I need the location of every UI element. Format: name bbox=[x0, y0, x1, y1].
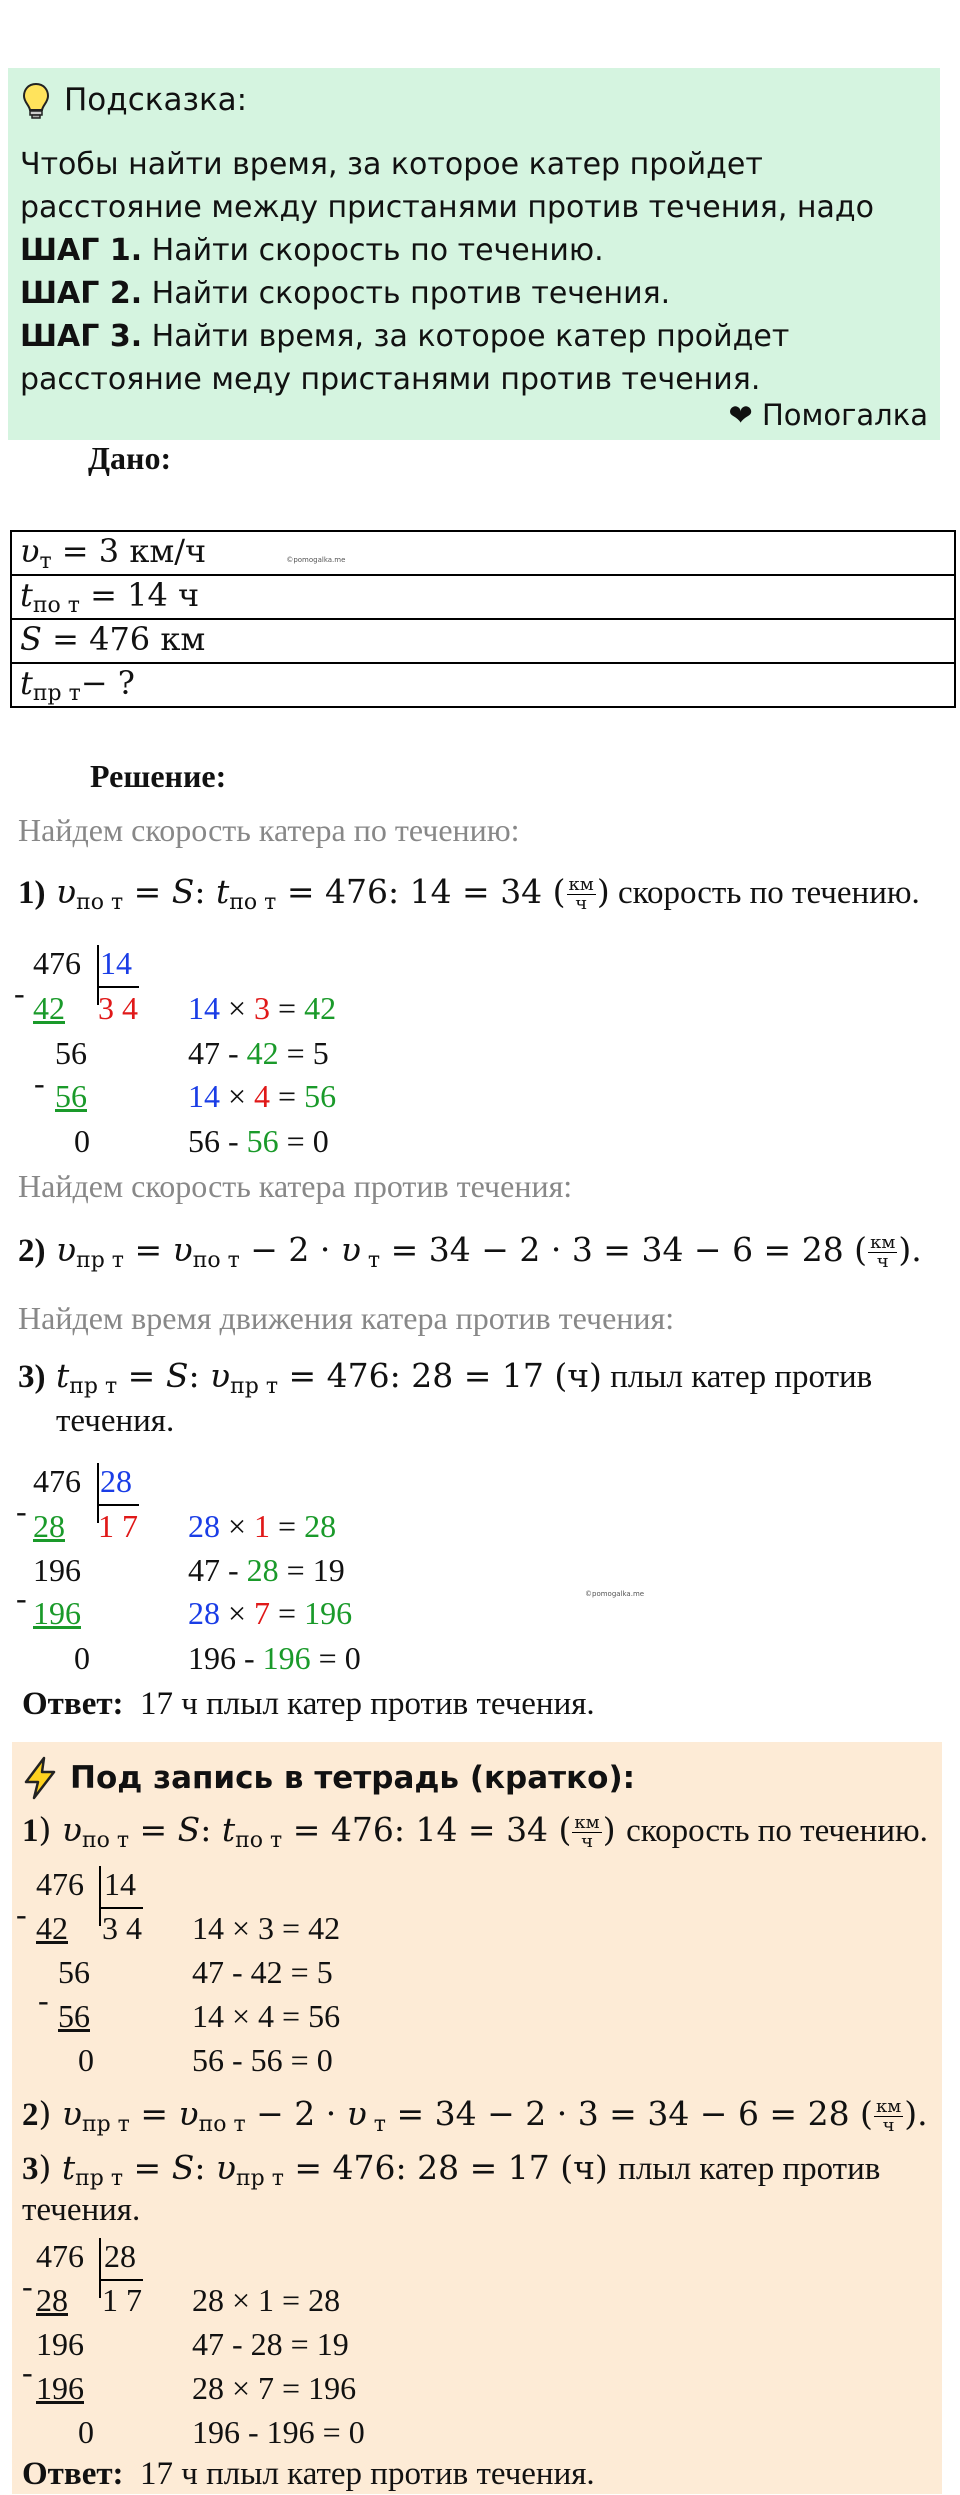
hint-box bbox=[8, 68, 940, 440]
lightning-icon bbox=[22, 1756, 58, 1800]
remainder: 0 bbox=[74, 1123, 90, 1159]
note-title: Под запись в тетрадь (кратко): bbox=[70, 1760, 636, 1796]
subtrahend: 28 bbox=[33, 1508, 65, 1544]
remainder: 0 bbox=[74, 1640, 90, 1676]
subtrahend: 42 bbox=[33, 990, 65, 1026]
check-line: 14 × 4 = 56 bbox=[188, 1078, 337, 1114]
step3-note: Найдем время движения катера против течения: bbox=[18, 1300, 675, 1336]
subtrahend: 56 bbox=[55, 1078, 87, 1114]
hint-intro: Чтобы найти время, за которое катер пройдет расстояние между пристанями против течения, надо bbox=[20, 147, 875, 225]
check-line: 196 - 196 = 0 bbox=[188, 1640, 361, 1676]
given-row: $\upsilon_т = 3$ км/ч ©pomogalka.me bbox=[11, 531, 955, 575]
quotient: 1 7 bbox=[98, 1508, 138, 1544]
hint-step-2: ШАГ 2. Найти скорость против течения. bbox=[20, 276, 671, 311]
given-row: $t_{пр т}-$ ? bbox=[11, 663, 955, 707]
hint-step-3: ШАГ 3. Найти время, за которое катер пройдет расстояние меду пристанями против течения. bbox=[20, 319, 790, 397]
note-step1: 1) $\upsilon_{по т} = S$: $t_{по т} = 476$: 14 = 34 ( $\frac{км}{ч}$ ) скорость по течению. bbox=[22, 1810, 928, 1853]
answer: Ответ: 17 ч плыл катер против течения. bbox=[22, 1686, 595, 1722]
given-title: Дано: bbox=[88, 440, 172, 476]
heart-icon: ❤ bbox=[728, 398, 753, 432]
step1-note: Найдем скорость катера по течению: bbox=[18, 812, 520, 848]
subtrahend: 196 bbox=[33, 1595, 81, 1631]
hint-body bbox=[20, 143, 925, 401]
check-line: 14 × 3 = 42 bbox=[188, 990, 337, 1026]
hint-title: Подсказка: bbox=[64, 82, 248, 118]
solution-title: Решение: bbox=[90, 758, 227, 794]
check-line: 56 - 56 = 0 bbox=[188, 1123, 329, 1159]
note-answer: Ответ: 17 ч плыл катер против течения. bbox=[22, 2456, 595, 2492]
step3-tail: течения. bbox=[56, 1403, 175, 1439]
check-line: 28 × 7 = 196 bbox=[188, 1595, 353, 1631]
dividend: 476 bbox=[33, 1463, 81, 1499]
step3-formula: 3) $t_{пр т} = S$: $\upsilon_{пр т} = 476$: 28 = 17 (ч) плыл катер против bbox=[18, 1356, 873, 1399]
given-row: $t_{по т} = 14$ ч bbox=[11, 575, 955, 619]
check-line: 47 - 42 = 5 bbox=[188, 1035, 329, 1071]
brand-link[interactable]: ❤ Помогалка bbox=[728, 398, 928, 432]
quotient: 3 4 bbox=[98, 990, 138, 1026]
hint-step-1: ШАГ 1. Найти скорость по течению. bbox=[20, 233, 604, 268]
divisor: 28 bbox=[100, 1463, 132, 1499]
given-table bbox=[10, 530, 956, 708]
notebook-box: Под запись в тетрадь (кратко): 1) $\upsilon_{по т} = S$: $t_{по т} = 476$: 14 = 34 ( $\frac{км}{ч}$ ) скорость по течению. 476 14 - 42 3 4 56 - 56 0 14 × 3 = 42 47 - 42 = 5 14 × 4 = 56 56 - 56 = 0 2) $\upsilon_{пр т} = \upsilon_{по т} - 2 \cdot \upsilon$ $_т$ = 34 − 2 · 3 = 34 − 6 = 28 ( $\frac{км}{ч}$ ). 3) $t_{пр т} = S$: $\upsilon_{пр т} = 476$: 28 = 17 (ч) плыл катер против течения. 476 28 - 28 1 7 196 - 196 0 28 × 1 = 28 47 - 28 = 19 28 × 7 = 196 196 - 196 = 0 Ответ: 17 ч плыл катер против течения. bbox=[12, 1742, 942, 2494]
given-row: S = 476 км bbox=[11, 619, 955, 663]
check-line: 47 - 28 = 19 bbox=[188, 1552, 345, 1588]
step1-formula: 1) $\upsilon_{по т} = S$: $t_{по т} = 476$: 14 = 34 ( $\frac{км}{ч}$ ) скорость по течению. bbox=[18, 872, 920, 915]
watermark: ©pomogalka.me bbox=[286, 556, 346, 564]
divisor: 14 bbox=[100, 945, 132, 981]
remainder: 56 bbox=[55, 1035, 87, 1071]
step2-formula: 2) $\upsilon_{пр т} = \upsilon_{по т} - 2 \cdot \upsilon$ $_т$ = 34 − 2 · 3 = 34 − 6 = 28 ( $\frac{км}{ч}$ ). bbox=[18, 1230, 922, 1273]
dividend: 476 bbox=[33, 945, 81, 981]
check-line: 28 × 1 = 28 bbox=[188, 1508, 337, 1544]
remainder: 196 bbox=[33, 1552, 81, 1588]
note-step3: 3) $t_{пр т} = S$: $\upsilon_{пр т} = 476$: 28 = 17 (ч) плыл катер против bbox=[22, 2148, 881, 2191]
watermark: ©pomogalka.me bbox=[585, 1590, 645, 1598]
step2-note: Найдем скорость катера против течения: bbox=[18, 1168, 573, 1204]
note-step2: 2) $\upsilon_{пр т} = \upsilon_{по т} - 2 \cdot \upsilon$ $_т$ = 34 − 2 · 3 = 34 − 6 = 28 ( $\frac{км}{ч}$ ). bbox=[22, 2094, 928, 2137]
lightbulb-icon bbox=[22, 82, 50, 120]
